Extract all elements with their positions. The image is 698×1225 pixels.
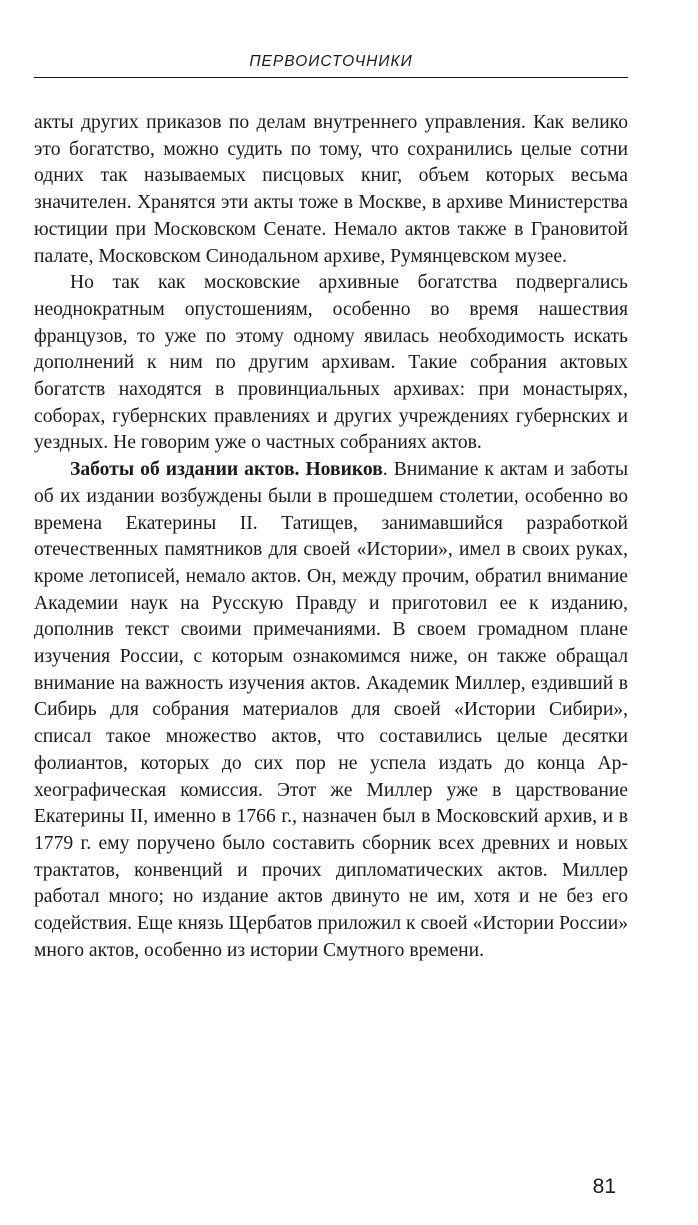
section-heading: Заботы об издании актов. Новиков	[70, 459, 383, 481]
paragraph-3-text: . Внимание к актам и заботы об их издании возбуждены были в прошедшем столетии, особенно во времена Екатерины II. Татищев, занимавшийся разработкой отечественных памятников для своей «Истории», имел в своих руках, кроме летописей, немало актов. Он, между прочим, обратил внимание Академии наук на Русскую Правду и приготовил ее к изданию, дополнив текст своими примечаниями. В своем громадном плане изучения России, с которым ознакомимся ниже, он также обращал внимание на важность изучения актов. Академик Миллер, ездивший в Сибирь для собрания материалов для своей «Истории Сибири», списал такое множество актов, что составились целые десятки фолиантов, которых до сих пор не успела издать до конца Археографическая комиссия. Этот же Миллер уже в царствование Екатерины II, именно в 1766 г., назначен был в Московский архив, и в 1779 г. ему поручено было составить сборник всех древних и новых трактатов, конвенций и прочих дипломатических актов. Миллер работал много; но издание актов двинуто не им, хотя и не без его содействия. Еще князь Щербатов приложил к своей «Истории России» много актов, особенно из истории Смутного времени.	[34, 459, 629, 961]
page-number: 81	[592, 1175, 616, 1198]
paragraph-2	[34, 270, 628, 457]
paragraph-3	[34, 457, 628, 964]
body-text	[34, 110, 628, 965]
header-rule	[34, 77, 628, 78]
paragraph-1-text: акты других приказов по делам внутреннего управления. Как велико это богатство, можно судить по тому, что сохранились целые сотни одних так называемых писцовых книг, объем которых весьма значителен. Хранятся эти акты тоже в Москве, в архиве Министерства юстиции при Московском Сенате. Немало актов также в Грановитой палате, Московском Синодальном архиве, Румянцевском музее.	[34, 112, 628, 267]
running-head: ПЕРВОИСТОЧНИКИ	[249, 53, 413, 70]
paragraph-2-text: Но так как московские архивные богатства подвергались неоднократным опустошениям, особенно во время нашествия французов, то уже по этому одному явилась необходимость искать дополнений к ним по другим архивам. Такие собрания актовых богатств находятся в провинциальных архивах: при монастырях, соборах, губернских правлениях и других учреждениях губернских и уездных. Не говорим уже о частных собраниях актов.	[34, 272, 628, 454]
paragraph-1	[34, 110, 628, 270]
